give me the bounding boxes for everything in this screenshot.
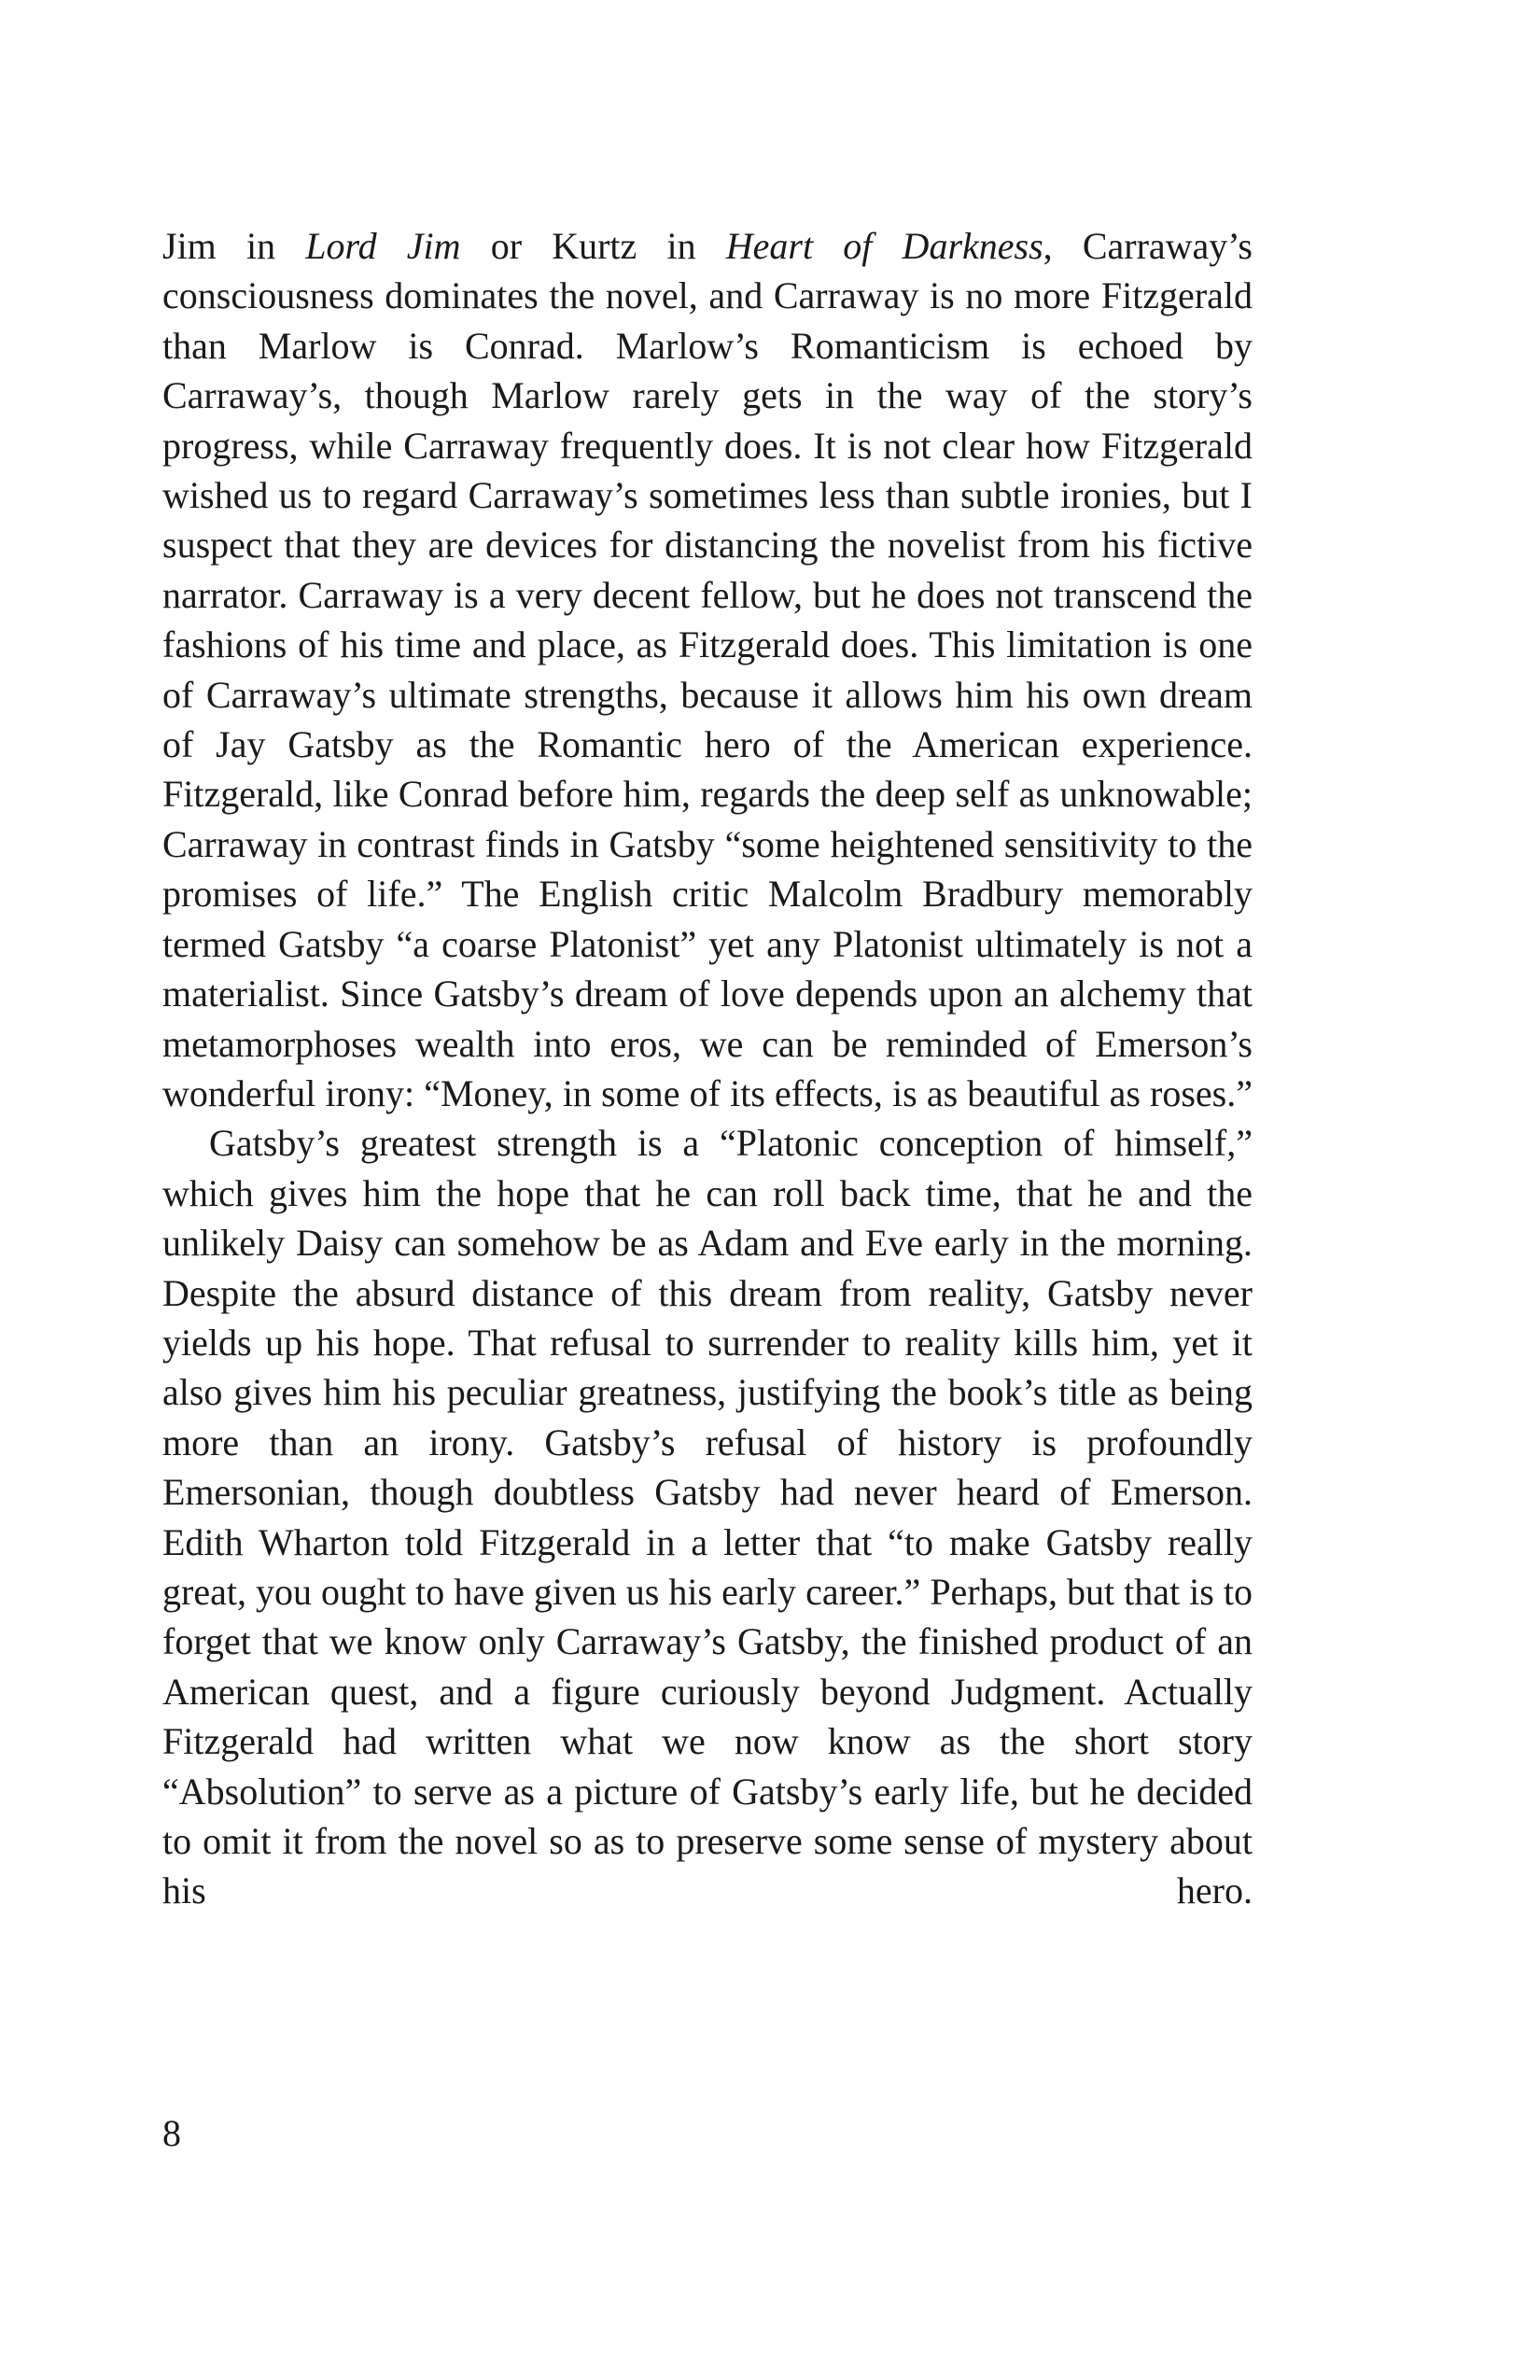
text-segment: , Carraway’s consciousness dominates the novel, and Carraway is no more Fitzgerald than Marlow is Conrad. Marlow’s Romanticism is echoed by Carraway’s, though Marlow rarely gets in the way of the story’s progress, while Carraway frequently does. It is not clear how Fitzgerald wished us to regard Carraway’s sometimes less than subtle ironies, but I suspect that they are devices for distancing the novelist from his fictive narrator. Carraway is a very decent fellow, but he does not transcend the fashions of his time and place, as Fitzgerald does. This limitation is one of Carraway’s ultimate strengths, because it allows him his own dream of Jay Gatsby as the Romantic hero of the American experience. Fitzgerald, like Conrad before him, regards the deep self as unknowable; Carraway in contrast finds in Gatsby “some heightened sensitivity to the promises of life.” The English critic Malcolm Bradbury memorably termed Gatsby “a coarse Platonist” yet any Platonist ultimately is not a materialist. Since Gatsby’s dream of love depends upon an alchemy that metamorphoses wealth into eros, we can be reminded of Emerson’s wonderful irony: “Money, in some of its effects, is as beautiful as roses.”	[162, 225, 1253, 1114]
paragraph-2	[162, 1118, 1253, 1916]
text-segment: Gatsby’s greatest strength is a “Platonic conception of himself,” which gives him the hope that he can roll back time, that he and the unlikely Daisy can somehow be as Adam and Eve early in the morning. Despite the absurd distance of this dream from reality, Gatsby never yields up his hope. That refusal to surrender to reality kills him, yet it also gives him his peculiar greatness, justifying the book’s title as being more than an irony. Gatsby’s refusal of history is profoundly Emersonian, though doubtless Gatsby had never heard of Emerson. Edith Wharton told Fitzgerald in a letter that “to make Gatsby really great, you ought to have given us his early career.” Perhaps, but that is to forget that we know only Carraway’s Gatsby, the finished product of an American quest, and a figure curiously beyond Judgment. Actually Fitzgerald had written what we now know as the short story “Absolution” to serve as a picture of Gatsby’s early life, but he decided to omit it from the novel so as to preserve some sense of mystery about his hero.	[162, 1122, 1253, 1912]
body-text	[162, 221, 1253, 1916]
page-number: 8	[162, 2112, 181, 2154]
text-segment: or Kurtz in	[460, 225, 726, 267]
italic-title-lord-jim: Lord Jim	[305, 225, 461, 267]
paragraph-1	[162, 221, 1253, 1118]
text-segment: Jim in	[162, 225, 306, 267]
italic-title-heart-of-darkness: Heart of Darkness	[725, 225, 1043, 267]
